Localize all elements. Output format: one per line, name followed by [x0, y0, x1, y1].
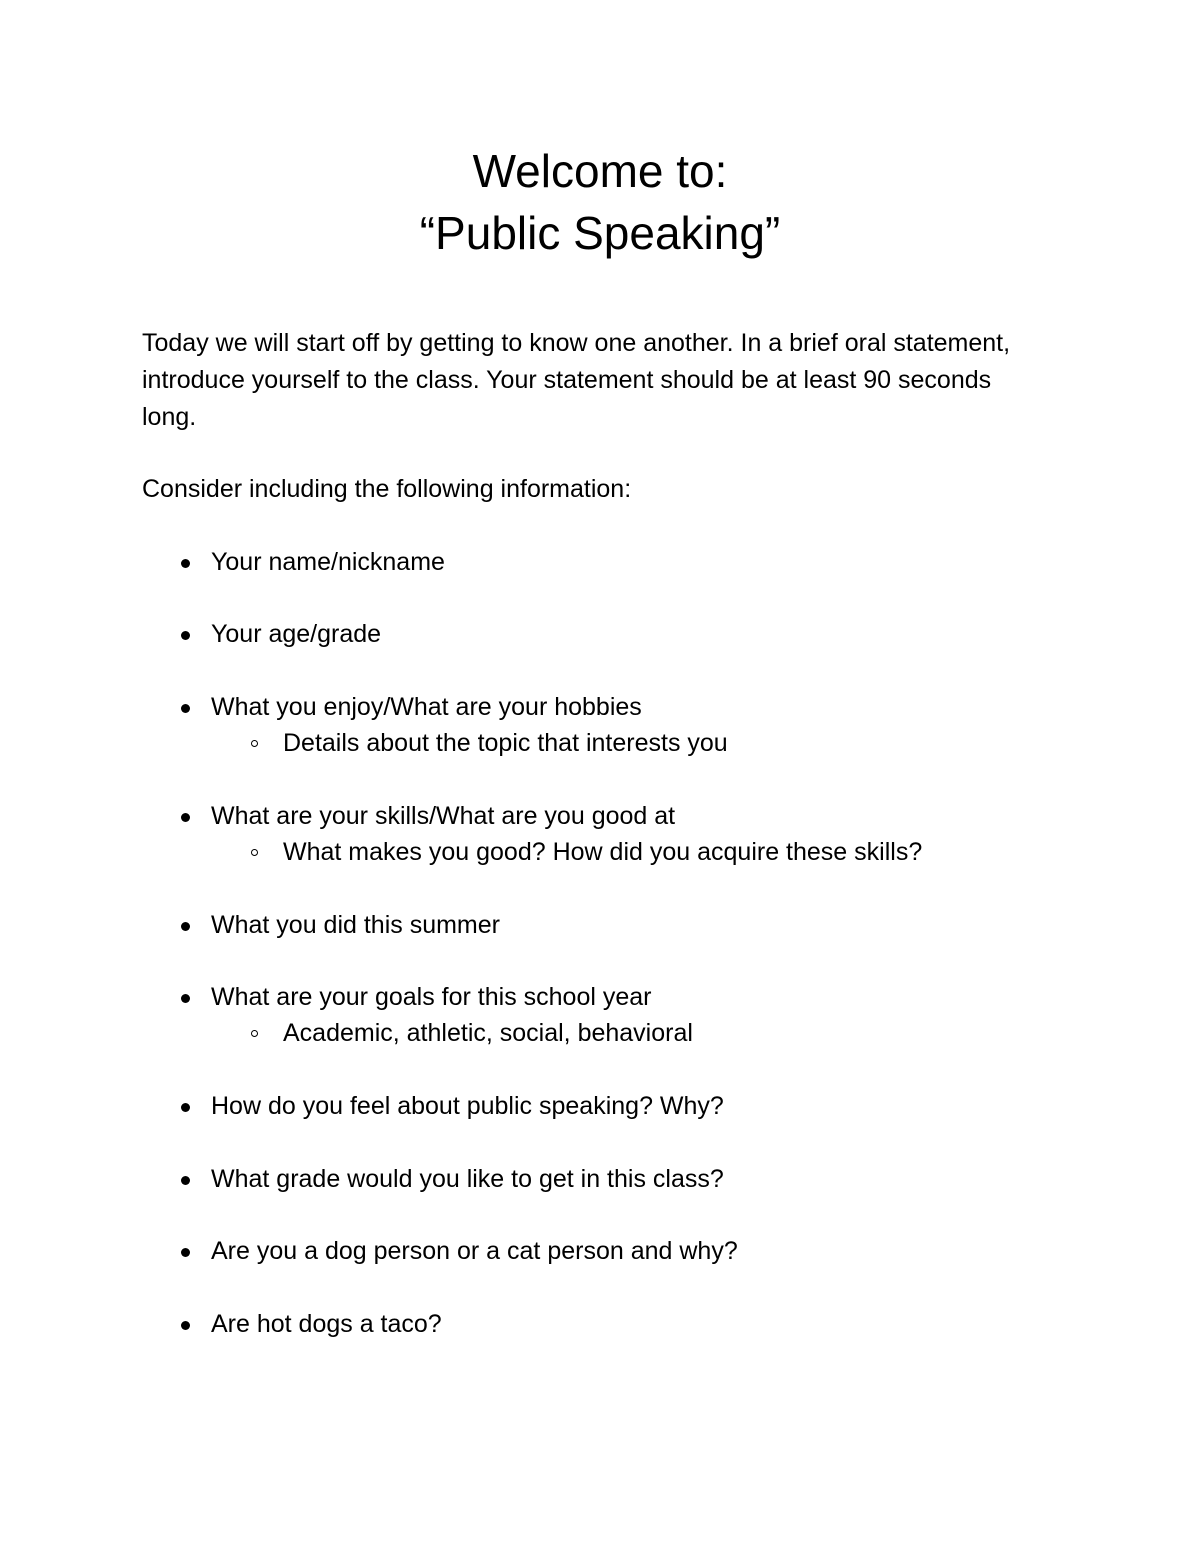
list-item-text: What are your goals for this school year: [211, 983, 652, 1011]
sub-list-item-text: Details about the topic that interests you: [283, 729, 728, 757]
page-title: [0, 140, 1200, 264]
sub-list-item-text: What makes you good? How did you acquire these skills?: [283, 838, 923, 866]
bullet-icon: [181, 922, 190, 931]
list-item-text: What grade would you like to get in this class?: [211, 1165, 724, 1193]
bullet-icon: [181, 1248, 190, 1257]
bullet-icon: [181, 704, 190, 713]
title-line-1: Welcome to:: [472, 145, 728, 197]
bullet-icon: [181, 631, 190, 640]
hollow-bullet-icon: [251, 849, 258, 856]
list-item-text: How do you feel about public speaking? Why?: [211, 1092, 724, 1120]
list-item-text: What are your skills/What are you good at: [211, 802, 676, 830]
bullet-icon: [181, 1321, 190, 1330]
bullet-icon: [181, 559, 190, 568]
intro-paragraph: Today we will start off by getting to know one another. In a brief oral statement, introduce yourself to the class. Your statement should be at least 90 seconds long.: [142, 329, 1011, 431]
bullet-icon: [181, 994, 190, 1003]
hollow-bullet-icon: [251, 740, 258, 747]
bullet-icon: [181, 1103, 190, 1112]
list-item-text: Your age/grade: [211, 620, 382, 648]
hollow-bullet-icon: [251, 1030, 258, 1037]
bullet-icon: [181, 813, 190, 822]
list-item-text: What you did this summer: [211, 911, 500, 939]
consider-paragraph: Consider including the following information:: [142, 475, 632, 503]
list-item-text: Are hot dogs a taco?: [211, 1310, 442, 1338]
sub-list-item-text: Academic, athletic, social, behavioral: [283, 1019, 693, 1047]
list-item-text: What you enjoy/What are your hobbies: [211, 693, 642, 721]
list-item-text: Your name/nickname: [211, 548, 445, 576]
list-item-text: Are you a dog person or a cat person and why?: [211, 1237, 738, 1265]
title-line-2: “Public Speaking”: [419, 207, 781, 259]
bullet-icon: [181, 1176, 190, 1185]
